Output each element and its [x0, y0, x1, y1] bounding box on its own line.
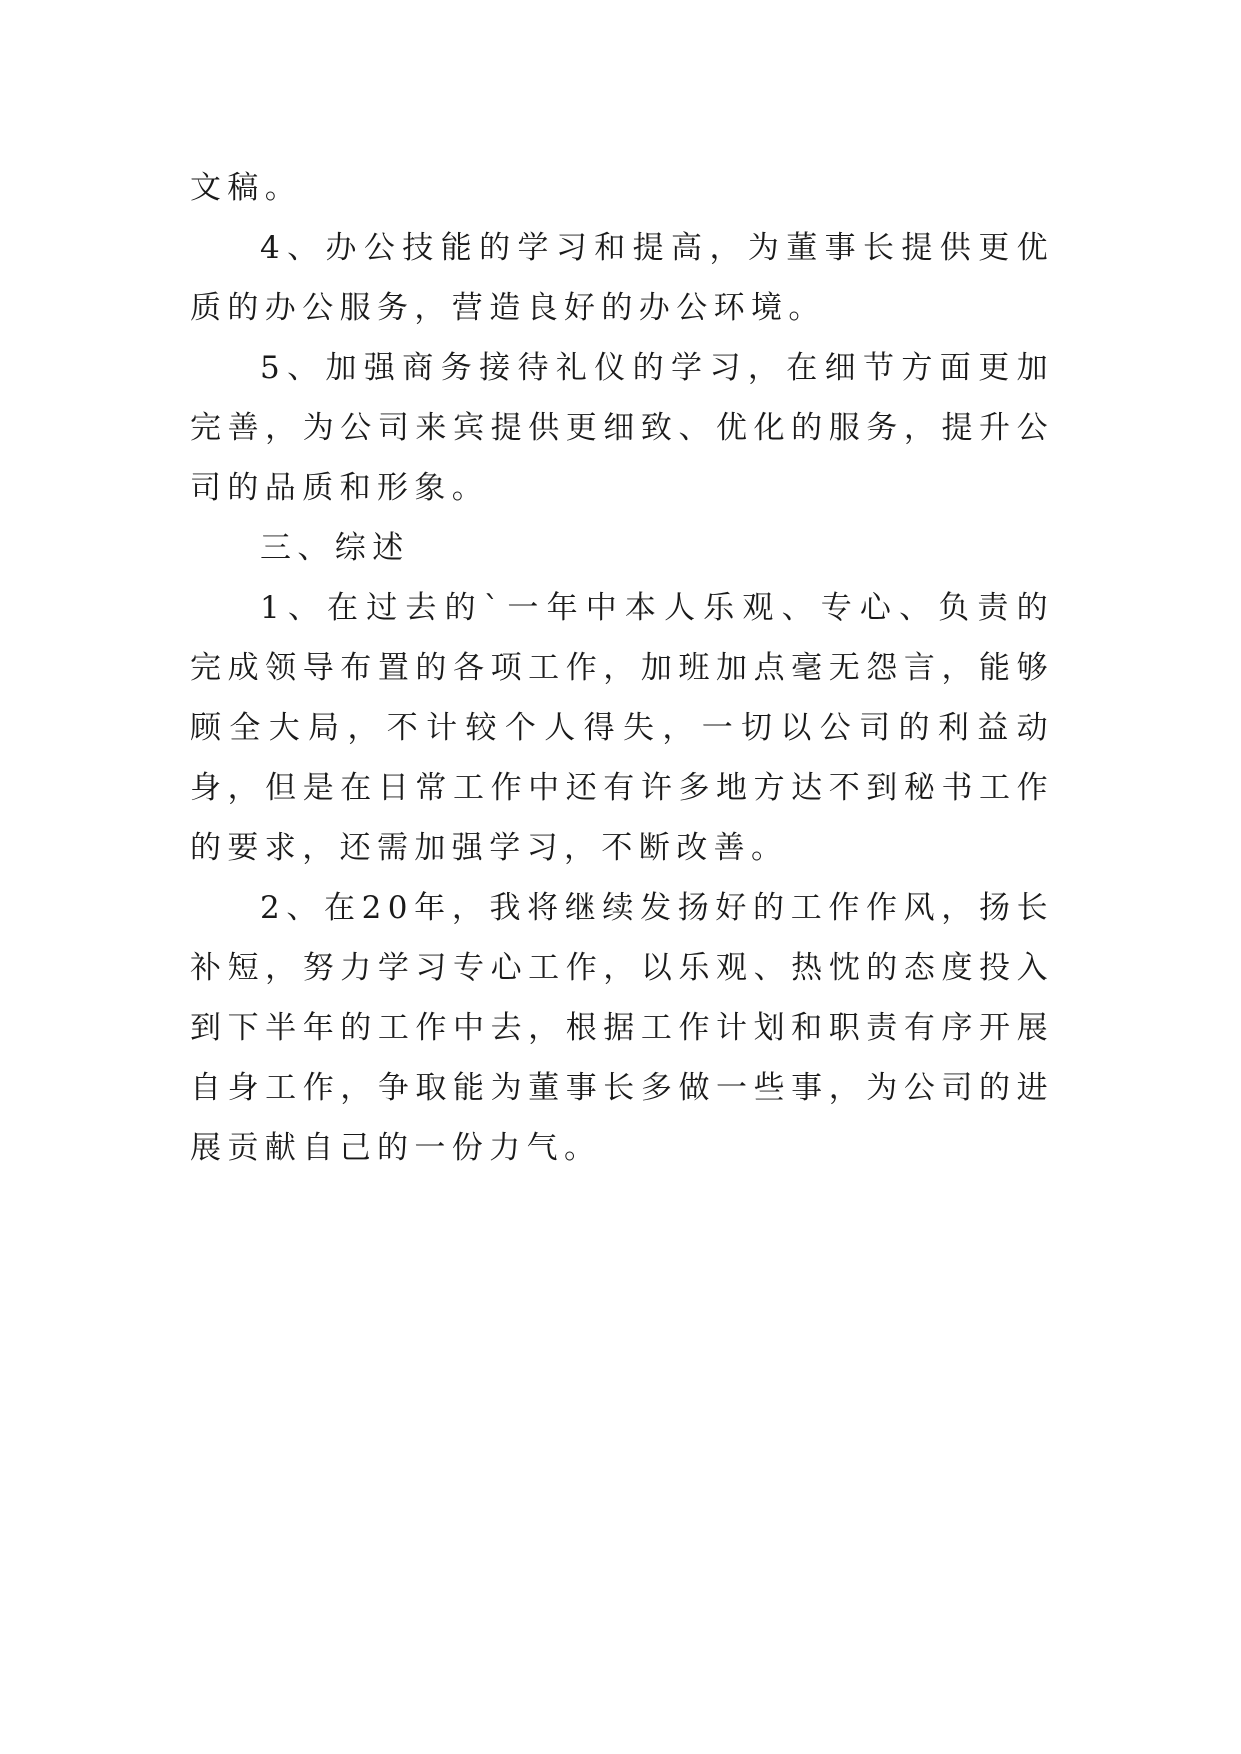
paragraph-item-4: 4、办公技能的学习和提高，为董事长提供更优质的办公服务，营造良好的办公环境。	[190, 230, 1054, 326]
paragraph-summary-2: 2、在20年，我将继续发扬好的工作作风，扬长补短，努力学习专心工作，以乐观、热忱的态度投入到下半年的工作中去，根据工作计划和职责有序开展自身工作，争取能为董事长多做一些事，为公司的进展贡献自己的一份力气。	[190, 890, 1054, 1166]
paragraph-continuation: 文稿。	[190, 170, 303, 206]
document-body	[190, 158, 1054, 1178]
paragraph-item-5: 5、加强商务接待礼仪的学习，在细节方面更加完善，为公司来宾提供更细致、优化的服务，提升公司的品质和形象。	[190, 350, 1054, 506]
paragraph-summary-1: 1、在过去的`一年中本人乐观、专心、负责的完成领导布置的各项工作，加班加点毫无怨言，能够顾全大局，不计较个人得失，一切以公司的利益动身，但是在日常工作中还有许多地方达不到秘书工作的要求，还需加强学习，不断改善。	[190, 590, 1054, 866]
section-heading-summary: 三、综述	[260, 530, 410, 566]
